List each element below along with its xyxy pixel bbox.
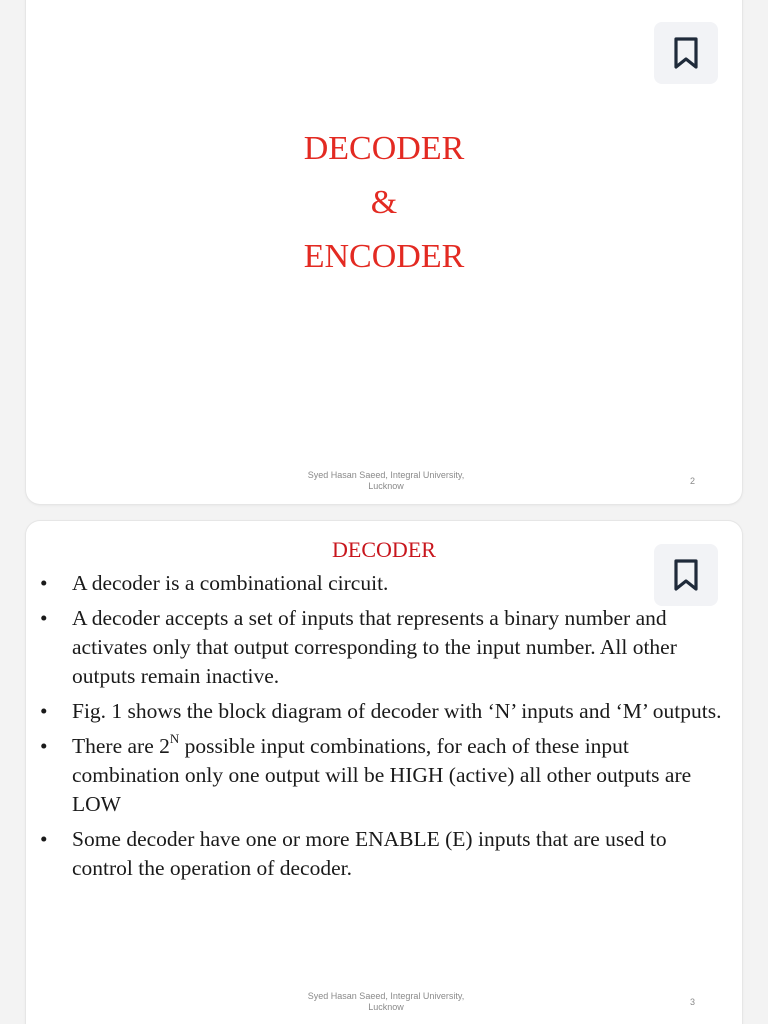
- bookmark-button[interactable]: [654, 22, 718, 84]
- slide-footer-author: [256, 991, 516, 1013]
- footer-author-line-1: Syed Hasan Saeed, Integral University,: [307, 470, 465, 480]
- bullet-text: There are $2^N$ possible input combinations, for each of these input combination only one output will be HIGH (active) all other outputs are LOW: [72, 730, 692, 816]
- title-line-ampersand: &: [370, 184, 398, 221]
- slide-title: [26, 122, 742, 284]
- bullet-text: Some decoder have one or more ENABLE (E) inputs that are used to control the operation of decoder.: [72, 827, 667, 880]
- bullet-text: Fig. 1 shows the block diagram of decoder with ‘N’ inputs and ‘M’ outputs.: [72, 699, 722, 723]
- bullet-marker: •: [40, 606, 48, 630]
- bullet-marker: •: [40, 699, 48, 723]
- list-item: [26, 825, 726, 883]
- slide-footer-author: [256, 470, 516, 492]
- list-item: [26, 569, 726, 598]
- bookmark-icon: [672, 36, 700, 70]
- bullet-list: [26, 569, 726, 889]
- slide-title: DECODER: [332, 537, 436, 562]
- bullet-marker: •: [40, 827, 48, 851]
- slide-number: 3: [690, 997, 696, 1007]
- bullet-text: A decoder is a combinational circuit.: [72, 571, 389, 595]
- footer-author-line-1: Syed Hasan Saeed, Integral University,: [307, 991, 465, 1001]
- slide-number: 2: [690, 476, 696, 486]
- bullet-marker: •: [40, 571, 48, 595]
- footer-author-line-2: Lucknow: [368, 1002, 404, 1012]
- list-item: [26, 697, 726, 726]
- title-line-decoder: DECODER: [303, 130, 465, 167]
- slide-2-card: [26, 0, 742, 504]
- bullet-text: A decoder accepts a set of inputs that represents a binary number and activates only that output corresponding to the input number. All other outputs remain inactive.: [72, 606, 677, 688]
- list-item: [26, 732, 726, 819]
- bullet-marker: •: [40, 734, 48, 758]
- list-item: [26, 604, 726, 691]
- slide-3-card: [26, 521, 742, 1024]
- superscript-n: N: [169, 730, 180, 746]
- title-line-encoder: ENCODER: [303, 238, 465, 275]
- footer-author-line-2: Lucknow: [368, 481, 404, 491]
